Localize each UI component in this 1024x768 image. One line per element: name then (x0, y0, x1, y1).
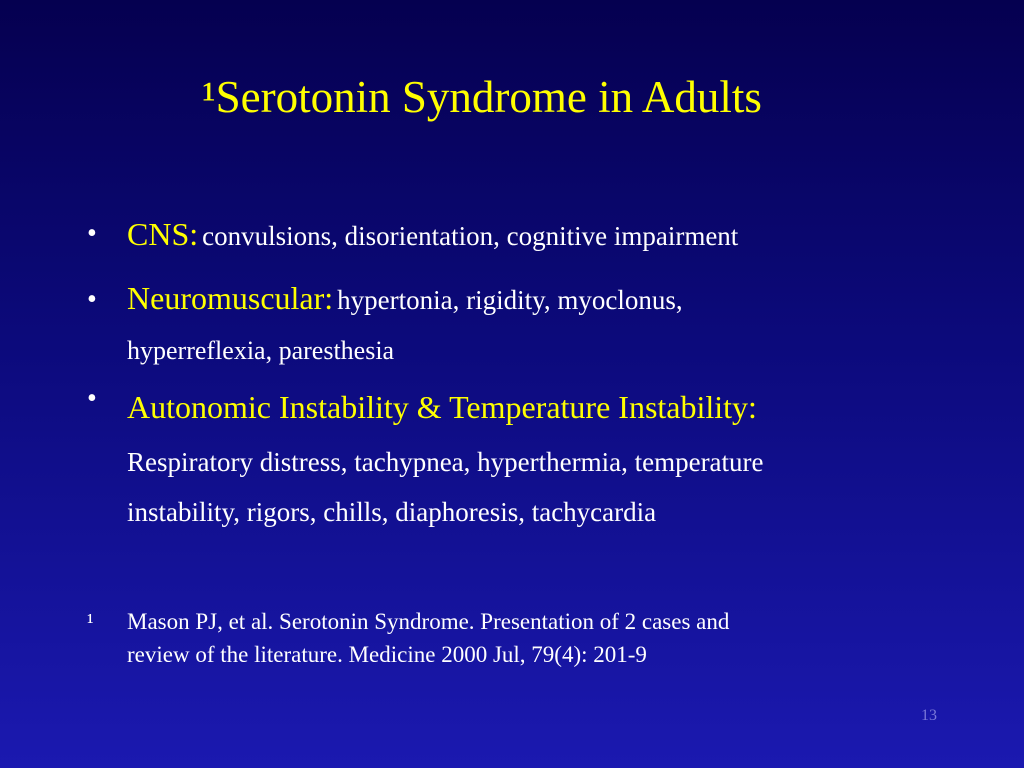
bullet-marker: • (87, 383, 97, 414)
footnote-marker: ¹ (87, 609, 94, 634)
slide-title: ¹Serotonin Syndrome in Adults (202, 72, 762, 122)
page-number: 13 (921, 707, 937, 724)
bullet-marker: • (87, 218, 97, 249)
bullet-heading: Autonomic Instability & Temperature Instability: (127, 389, 757, 425)
bullet-item-neuromuscular (87, 274, 947, 373)
bullet-text-line2: hyperreflexia, paresthesia (127, 336, 395, 365)
bullet-text-line1: hypertonia, rigidity, myoclonus, (337, 285, 683, 315)
bullet-list (87, 212, 947, 537)
footnote (87, 605, 947, 671)
footnote-line1: Mason PJ, et al. Serotonin Syndrome. Presentation of 2 cases and (127, 609, 730, 634)
bullet-heading: Neuromuscular: (127, 280, 334, 316)
bullet-item-autonomic (87, 383, 947, 537)
bullet-text-line1: Respiratory distress, tachypnea, hyperthermia, temperature (127, 447, 764, 477)
bullet-marker: • (87, 284, 97, 315)
footnote-line2: review of the literature. Medicine 2000 Jul, 79(4): 201-9 (127, 642, 647, 667)
bullet-text: convulsions, disorientation, cognitive impairment (202, 221, 739, 251)
bullet-text-line2: instability, rigors, chills, diaphoresis, tachycardia (127, 497, 657, 527)
bullet-item-cns (87, 212, 947, 274)
bullet-heading: CNS: (127, 216, 199, 252)
